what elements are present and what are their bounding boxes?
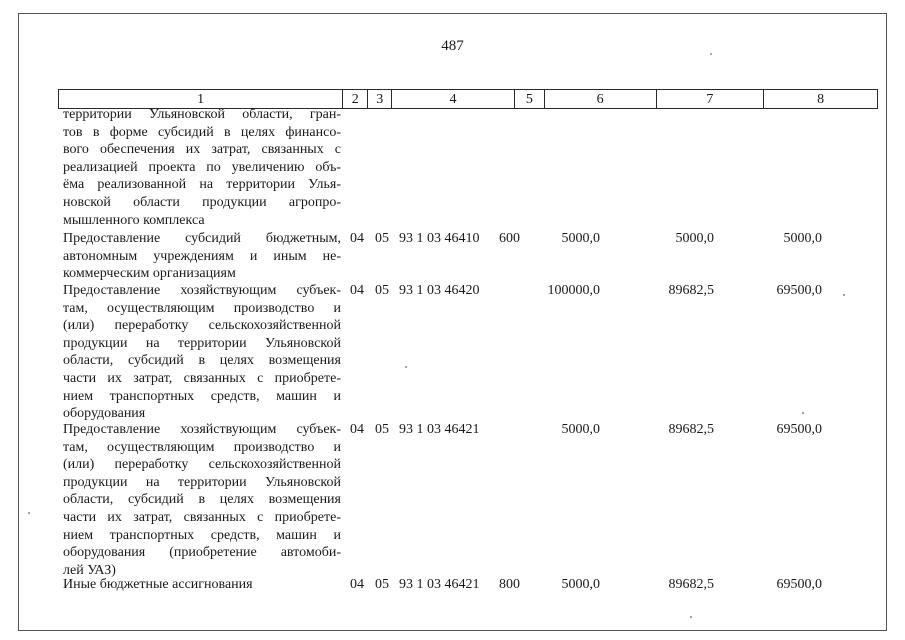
scan-border-right — [886, 13, 887, 631]
description-line: нием транспортных средств, машин и — [63, 388, 341, 404]
header-col-3: 3 — [368, 90, 392, 108]
scan-border-top — [18, 13, 887, 14]
header-col-5: 5 — [515, 90, 545, 108]
description-line: части их затрат, связанных с приобрете- — [63, 370, 341, 386]
scan-speck — [843, 294, 845, 296]
amount-col-8: 69500,0 — [776, 422, 822, 437]
amount-col-6: 100000,0 — [547, 283, 600, 298]
scan-speck — [802, 412, 804, 414]
description-line: (или) переработку сельскохозяйственной — [63, 318, 341, 334]
description-line: там, осуществляющим производство и — [63, 439, 341, 455]
description-line: мышленного комплекса — [63, 212, 205, 228]
description-line: оборудования (приобретение автомоби- — [63, 545, 341, 561]
row-description — [63, 230, 341, 283]
section-code: 04 — [350, 231, 364, 246]
description-line: Предоставление хозяйствующим субъек- — [63, 283, 341, 298]
scan-border-left — [18, 13, 19, 631]
description-line: продукции на территории Ульяновской — [63, 335, 341, 351]
description-line: тов в форме субсидий в целях финансо- — [63, 124, 341, 140]
scan-speck — [690, 616, 692, 618]
expense-type-code: 800 — [499, 577, 520, 592]
expense-type-code: 600 — [499, 231, 520, 246]
header-col-6: 6 — [545, 90, 657, 108]
description-line: территории Ульяновской области, гран- — [63, 107, 341, 122]
header-col-2: 2 — [343, 90, 368, 108]
amount-col-8: 69500,0 — [776, 283, 822, 298]
row-description — [63, 576, 341, 594]
header-col-1: 1 — [59, 90, 343, 108]
amount-col-7: 5000,0 — [675, 231, 714, 246]
description-line: оборудования — [63, 406, 146, 422]
description-line: Предоставление хозяйствующим субъек- — [63, 422, 341, 437]
target-article-code: 93 1 03 46421 — [399, 577, 480, 592]
description-line: нием транспортных средств, машин и — [63, 527, 341, 543]
scan-speck — [28, 512, 30, 514]
section-code: 04 — [350, 283, 364, 298]
description-line: области, субсидий в целях возмещения — [63, 353, 341, 369]
amount-col-8: 69500,0 — [776, 577, 822, 592]
subsection-code: 05 — [375, 283, 389, 298]
row-description — [63, 421, 341, 579]
row-description — [63, 106, 341, 229]
header-col-8: 8 — [817, 92, 825, 107]
header-col-7: 7 — [657, 90, 765, 108]
row-description — [63, 282, 341, 423]
scan-border-bottom — [18, 630, 887, 631]
description-line: части их затрат, связанных с приобрете- — [63, 509, 341, 525]
target-article-code: 93 1 03 46410 — [399, 231, 480, 246]
description-line: новской области продукции агропро- — [63, 194, 341, 210]
description-line: Предоставление субсидий бюджетным, — [63, 231, 341, 246]
description-line: лей УАЗ) — [63, 562, 116, 578]
amount-col-7: 89682,5 — [668, 283, 714, 298]
amount-col-6: 5000,0 — [561, 422, 600, 437]
subsection-code: 05 — [375, 577, 389, 592]
target-article-code: 93 1 03 46421 — [399, 422, 480, 437]
section-code: 04 — [350, 422, 364, 437]
description-line: (или) переработку сельскохозяйственной — [63, 457, 341, 473]
description-line: там, осуществляющим производство и — [63, 300, 341, 316]
scan-speck — [710, 53, 712, 55]
description-line: вого обеспечения их затрат, связанных с — [63, 142, 341, 158]
description-line: Иные бюджетные ассигнования — [63, 577, 253, 592]
description-line: коммерческим организациям — [63, 266, 236, 282]
subsection-code: 05 — [375, 231, 389, 246]
description-line: реализацией проекта по увеличению объ- — [63, 159, 341, 175]
amount-col-7: 89682,5 — [668, 422, 714, 437]
amount-col-6: 5000,0 — [561, 577, 600, 592]
subsection-code: 05 — [375, 422, 389, 437]
section-code: 04 — [350, 577, 364, 592]
description-line: области, субсидий в целях возмещения — [63, 492, 341, 508]
scan-speck — [405, 366, 407, 368]
amount-col-7: 89682,5 — [668, 577, 714, 592]
description-line: автономным учреждениям и иным не- — [63, 248, 341, 264]
description-line: продукции на территории Ульяновской — [63, 474, 341, 490]
amount-col-6: 5000,0 — [561, 231, 600, 246]
description-line: ёма реализованной на территории Улья- — [63, 177, 341, 193]
header-col-4: 4 — [392, 90, 515, 108]
page-number: 487 — [441, 38, 464, 54]
amount-col-8: 5000,0 — [783, 231, 822, 246]
target-article-code: 93 1 03 46420 — [399, 283, 480, 298]
